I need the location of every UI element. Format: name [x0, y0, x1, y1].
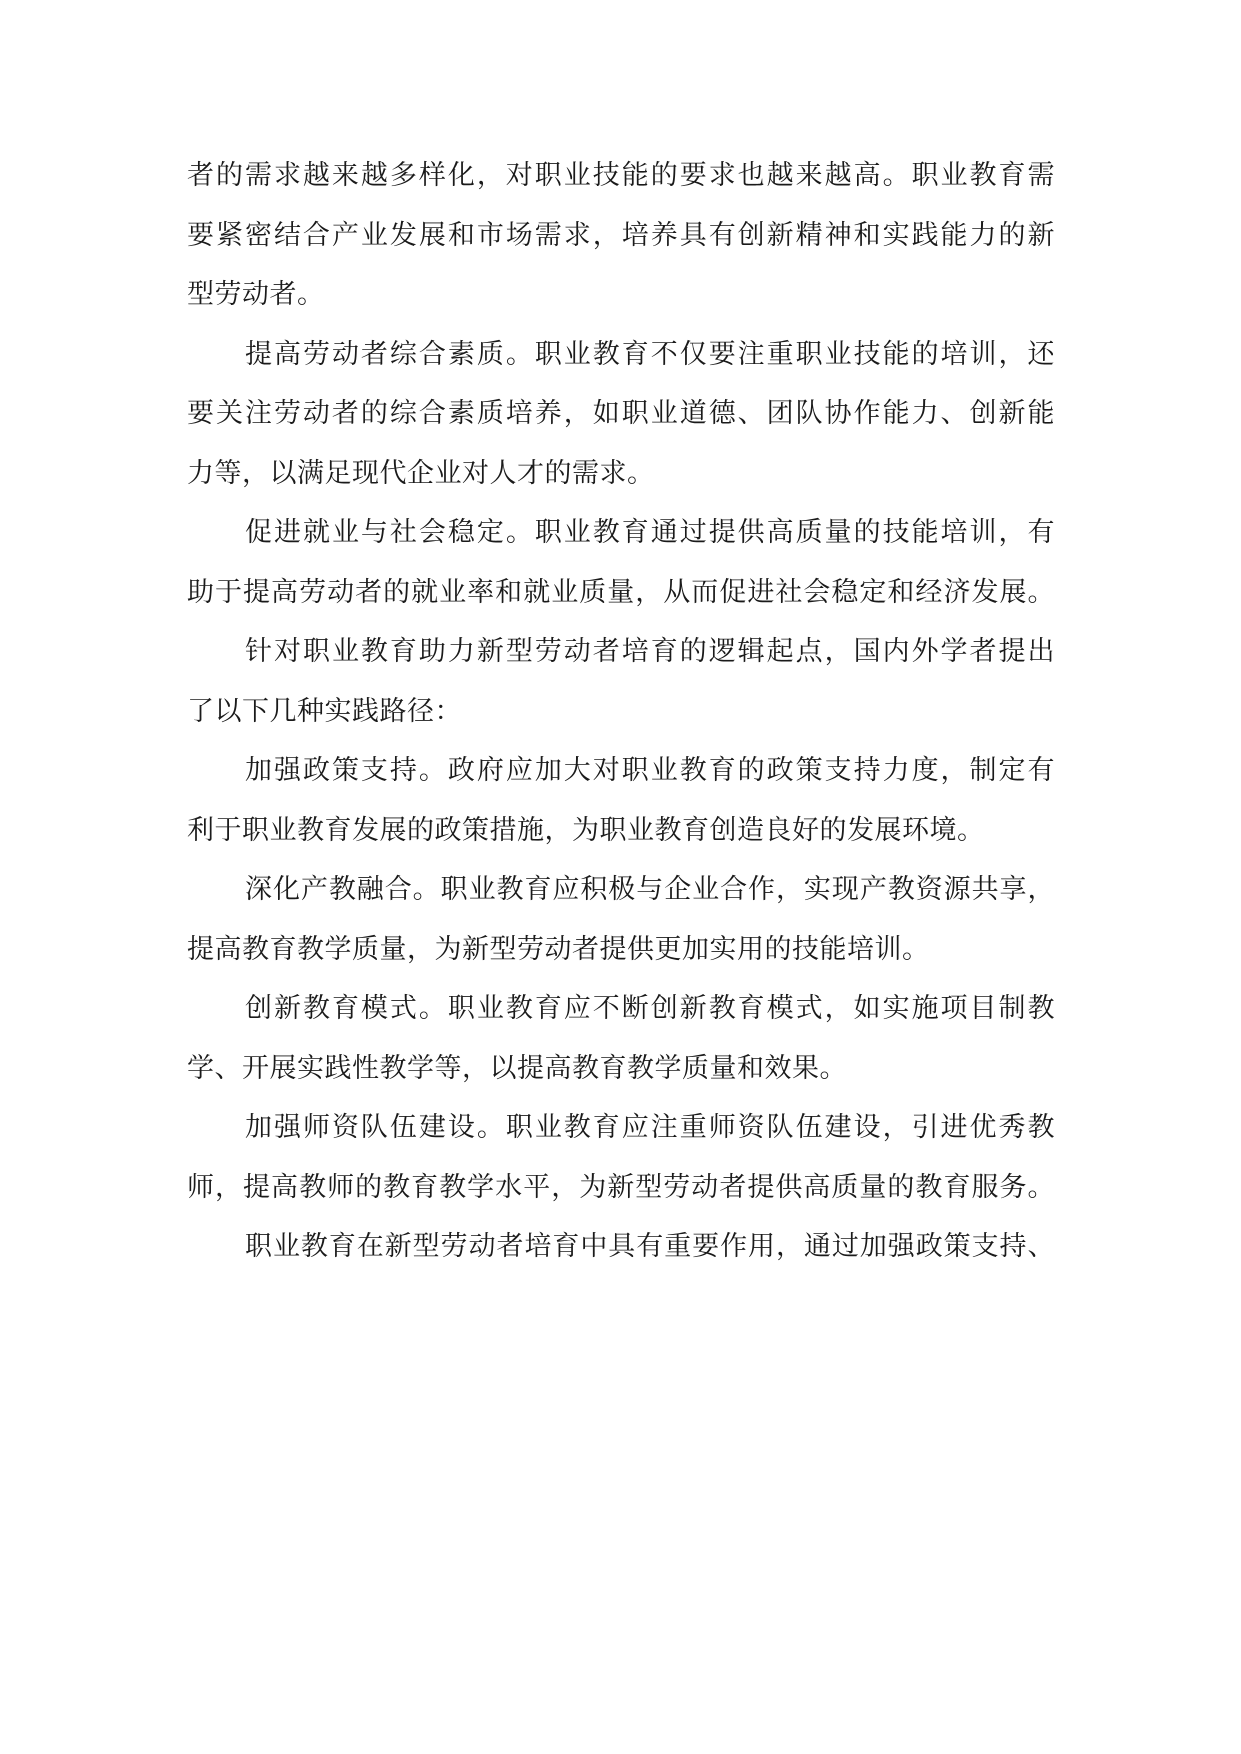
text-line: 师，提高教师的教育教学水平，为新型劳动者提供高质量的教育服务。 — [187, 1171, 1055, 1203]
text-line: 助于提高劳动者的就业率和就业质量，从而促进社会稳定和经济发展。 — [187, 576, 1055, 608]
document-body — [187, 146, 1055, 1277]
paragraph — [187, 1217, 1055, 1277]
text-line: 利于职业教育发展的政策措施，为职业教育创造良好的发展环境。 — [187, 814, 985, 846]
text-line: 要关注劳动者的综合素质培养，如职业道德、团队协作能力、创新能 — [187, 398, 1055, 429]
paragraph — [187, 979, 1055, 1098]
paragraph — [187, 622, 1055, 741]
text-line: 者的需求越来越多样化，对职业技能的要求也越来越高。职业教育需 — [187, 160, 1055, 191]
text-line: 深化产教融合。职业教育应积极与企业合作，实现产教资源共享， — [245, 874, 1055, 905]
text-line: 要紧密结合产业发展和市场需求，培养具有创新精神和实践能力的新 — [187, 219, 1055, 251]
text-line: 提高教育教学质量，为新型劳动者提供更加实用的技能培训。 — [187, 933, 930, 965]
paragraph — [187, 146, 1055, 325]
text-line: 创新教育模式。职业教育应不断创新教育模式，如实施项目制教 — [245, 993, 1055, 1024]
text-line: 加强师资队伍建设。职业教育应注重师资队伍建设，引进优秀教 — [245, 1112, 1055, 1143]
paragraph — [187, 503, 1055, 622]
paragraph — [187, 741, 1055, 860]
text-line: 促进就业与社会稳定。职业教育通过提供高质量的技能培训，有 — [245, 517, 1055, 548]
text-line: 加强政策支持。政府应加大对职业教育的政策支持力度，制定有 — [245, 755, 1055, 786]
text-line: 针对职业教育助力新型劳动者培育的逻辑起点，国内外学者提出 — [245, 636, 1055, 667]
text-line: 型劳动者。 — [187, 279, 325, 310]
paragraph — [187, 325, 1055, 504]
text-line: 职业教育在新型劳动者培育中具有重要作用，通过加强政策支持、 — [245, 1231, 1055, 1262]
paragraph — [187, 1098, 1055, 1217]
text-line: 提高劳动者综合素质。职业教育不仅要注重职业技能的培训，还 — [245, 338, 1055, 370]
paragraph — [187, 860, 1055, 979]
text-line: 学、开展实践性教学等，以提高教育教学质量和效果。 — [187, 1052, 847, 1084]
text-line: 了以下几种实践路径： — [187, 695, 462, 727]
text-line: 力等，以满足现代企业对人才的需求。 — [187, 457, 655, 489]
